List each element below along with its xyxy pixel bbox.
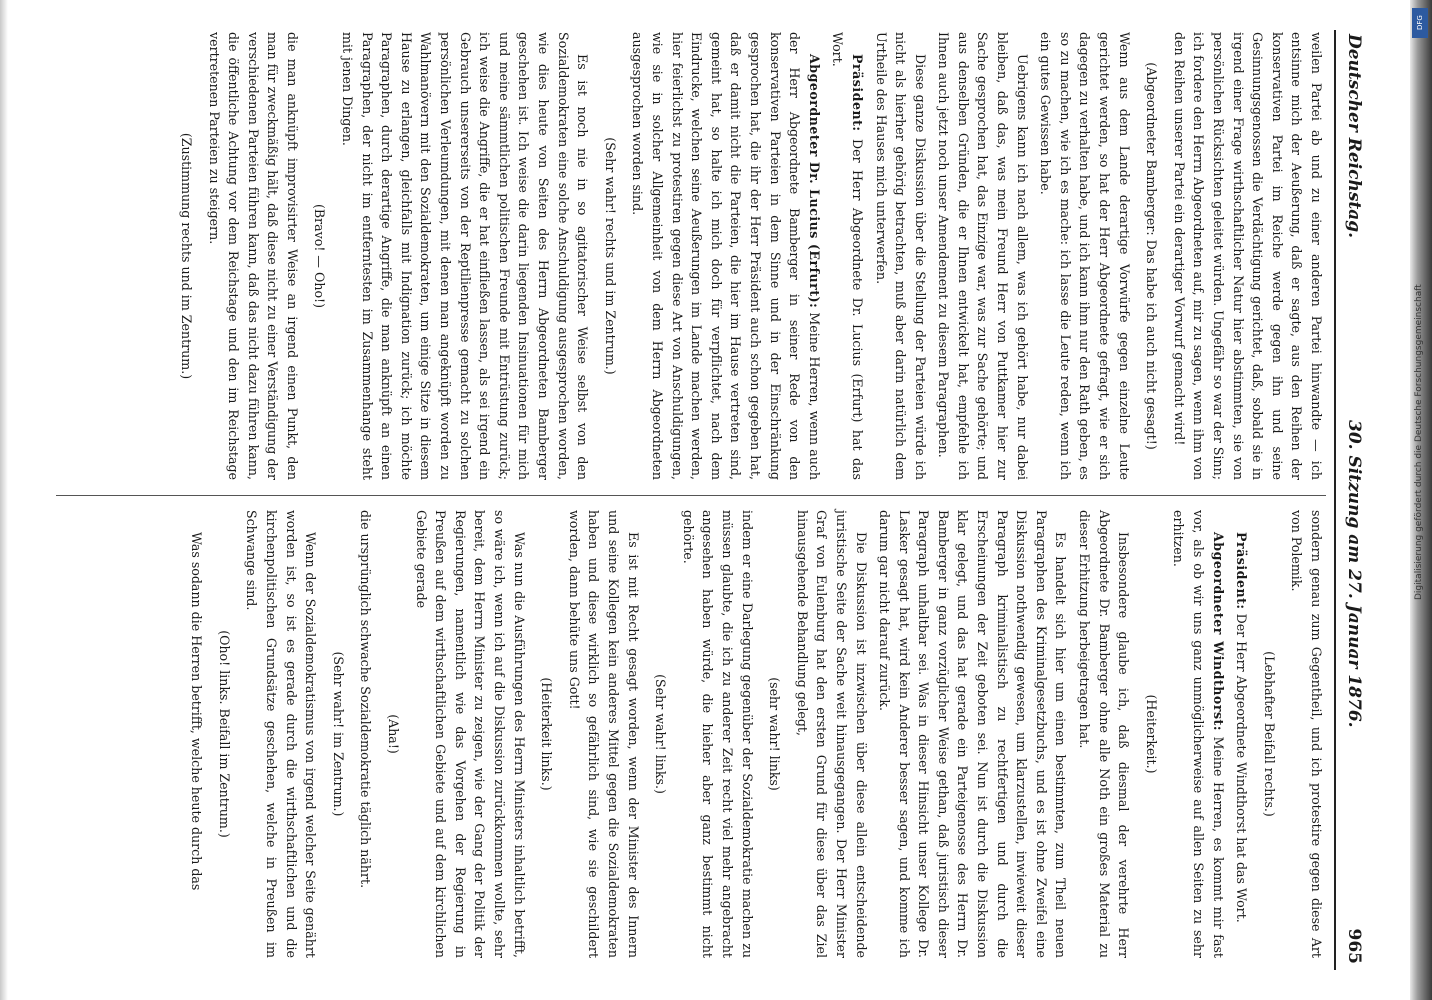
body-paragraph: Was nun die Ausführungen des Herrn Ministers inhaltlich betrifft, so wäre ich, wenn ich auf die Diskussion zurückkommen wollte, sehr bereit, dem Herrn Minister zu zeigen, wie der Gang der Politik der Regierungen, namentlich wie das Vorgehen der Regierung in Preußen auf dem wirthschaftlichen Gebiete und auf dem kirchlichen Gebiete gerade [413,510,527,958]
interjection: (Lebhafter Beifall rechts.) [1261,651,1277,817]
dfg-logo: DFG [1412,8,1428,38]
body-paragraph: indem er eine Darlegung gegenüber der Sozialdemokratie machen zu müssen glaubte, die ich zu anderer Zeit recht viel mehr angebracht angesehen haben würde, die hieher aber ganz bestimmt nicht gehörte. [680,510,755,958]
body-paragraph: Wenn der Sozialdemokratismus von irgend welcher Seite genährt worden ist, so ist es gerade durch die wirthschaftlichen und die kirchenpolitischen Grundsätze geschehen, welche in Preußen im Schwange sind. [244,510,319,958]
body-paragraph: die ursprünglich schwache Sozialdemokratie täglich nährt. [358,510,374,889]
interjection: (Sehr wahr! im Zentrum.) [330,651,346,817]
speech-paragraph [828,32,867,480]
body-paragraph: sondern genau zum Gegentheil, und ich protestire gegen diese Art von Polemik. [1289,510,1324,958]
speech-text: Meine Herren, es kommt mir fast vor, als ob wir uns ganz unmöglicherweise auf allen Seiten zu sehr erhitzen. [1171,510,1226,958]
speaker-name: Präsident: [849,54,865,132]
digitization-note: Digitalisierung gefördert durch die Deutsche Forschungsgemeinschaft [1414,284,1424,600]
interjection: (Sehr wahr! links.) [653,674,669,794]
interjection: (Bravo! — Oho!) [312,203,328,309]
body-paragraph: Was sodann die Herren betrifft, welche heute durch das [189,532,205,891]
body-paragraph: Diese ganze Diskussion über die Stellung der Parteien würde ich nicht als hierher gehörig betrachten, muß aber darin natürlich dem Urtheile des Hauses mich unterwerfen. [873,32,928,480]
interjection: (Oho! links. Beifall im Zentrum.) [216,630,232,838]
body-paragraph: Wenn aus dem Lande derartige Vorwürfe gegen einzelne Leute gerichtet werden, so hat der Herr Abgeordnete gefragt, wie er sich dagegen zu verhalten habe, und ich kann ihm nur den Rath geben, es so zu machen, wie ich es mache: ich lasse die Leute reden, wenn ich ein gutes Gewissen habe. [1038,32,1132,480]
column-divider [56,495,1326,496]
speaker-name: Abgeordneter Dr. Lucius (Erfurt): [806,54,822,309]
interjection: (Aha!) [386,714,402,754]
speech-text: Meine Herren, wenn auch der Herr Abgeordnete Bamberger in seiner Rede von den konservativen Parteien in dem Sinne und in der Einschränkung gesprochen hat, die ihr der Herr Präsident auch schon gegeben hat, daß er damit nicht die Parteien, die hier im Hause vertreten sind, gemeint hat, so halte ich mich doch für verpflichtet, nach dem Eindrucke, welchen seine Aeußerungen im Lande machen werden, hier feierlichst zu protestiren gegen diese Art von Anschuldigungen, wie sie in solcher Allgemeinheit von dem Herrn Abgeordneten ausgesprochen worden sind. [630,32,822,481]
speech-text: Der Herr Abgeordnete Windthorst hat das Wort. [1234,609,1250,923]
interjection: (Heiterkeit links.) [539,677,555,791]
rotated-page [30,30,1370,970]
speech-paragraph [628,32,824,480]
body-paragraph: Die Diskussion ist inzwischen über diese allein entscheidende juristische Seite der Sache weit hinausgegangen. Der Herr Minister Graf von Eulenburg hat den ersten Grund für diese über das Ziel hinausgehende Behandlung gelegt, [794,510,869,958]
body-paragraph: Es ist noch nie in so agitatorischer Weise selbst von den Sozialdemokraten eine solche Anschuldigung ausgesprochen worden, wie dies heute von Seiten des Herrn Abgeordneten Bamberger geschehen ist. Ich weise die darin liegenden Insinuationen für mich und meine sämmtlichen politischen Freunde mit Entrüstung zurück; ich weise die Angriffe, die er hat einfließen lassen, als sei irgend ein Gebrauch unsererseits von der Reptilienpresse gemacht zu solchen persönlichen Verleumdungen, mit denen man angeknüpft worden zu Wahlmanövern mit den Sozialdemokraten, um einige Sitze in diesem Hause zu erlangen, gleichfalls mit Indignation zurück; ich möchte Paragraphen, durch derartige Angriffe, die man anknüpft an einen Paragraphen, der nicht im entferntesten im Zusammenhange steht mit jenen Dingen. [340,32,591,480]
speaker-name: Abgeordneter Windthorst: [1210,532,1226,732]
body-paragraph: die man anknüpft improvisirter Weise an irgend einen Punkt, den man für zweckmäßig hält, daß diese nicht zu einer Verständigung der verschiedenen Parteien führen kann, daß das nicht dazu führen kann, die öffentliche Achtung vor dem Reichstage und den im Reichstage vertretenen Parteien zu steigern. [206,32,300,480]
session-title: 30. Sitzung am 27. Januar 1876. [1344,420,1364,728]
body-paragraph: weilen Partei ab und zu einer anderen Partei hinwandte — ich entsinne mich der Aeußerung, daß er sagte, aus den Reihen der konservativen Partei im Reiche werde gegen ihn und seine Gesinnungsgenossen die Verdächtigung gerichtet, daß, sobald sie in irgend einer Frage wirthschaftlicher Natur hier abstimmten, sie von persönlichen Rücksichten geleitet würden. Ungefähr so war der Sinn; ich fordere den Herrn Abgeordneten auf, mir zu sagen, wenn ihm von den Reihen unserer Partei ein derartiger Vorwurf gemacht wird! [1171,32,1324,480]
scan-edge-left [0,0,8,1000]
page-header [1336,30,1370,970]
interjection: (Heiterkeit.) [1143,694,1159,774]
body-paragraph: Es ist mit Recht gesagt worden, wenn der Minister des Innern und seine Kollegen kein anderes Mittel gegen die Sozialdemokraten haben und diese wirklich so gefährlich sind, wie sie geschildert worden, dann behüte uns Gott! [566,510,641,958]
interjection: (sehr wahr! links) [767,677,783,791]
speech-paragraph [1232,510,1252,958]
speech-paragraph [1169,510,1228,958]
interjection: (Abgeordneter Bamberger: Das habe ich auch nicht gesagt!) [1144,62,1160,450]
interjection: (Zustimmung rechts und im Zentrum.) [178,132,194,380]
speaker-name: Präsident: [1234,532,1250,610]
column-left [36,32,1326,480]
interjection: (Sehr wahr! rechts und im Zentrum.) [602,137,618,375]
body-paragraph: Insbesondere glaube ich, daß diesmal der verehrte Herr Abgeordnete Dr. Bamberger ohne alle Noth ein großes Material zu dieser Erhitzung herbeigetragen hat. [1077,510,1132,958]
header-rule [1334,30,1336,970]
publication-title: Deutscher Reichstag. [1344,34,1364,239]
column-right [36,510,1326,958]
body-paragraph: Es handelt sich hier um einen bestimmten, zum Theil neuen Paragraphen des Kriminalgesetzbuchs, und es ist ohne Zweifel eine Diskussion nothwendig gewesen, um klarzustellen, inwieweit dieser Paragraph kriminalistisch zu rechtfertigen und durch die Erscheinungen der Zeit geboten sei. Nun ist durch die Diskussion klar gelegt, und das hat gerade ein Parteigenosse des Herrn Dr. Bamberger in ganz vorzüglicher Weise gethan, daß juristisch dieser Paragraph unhaltbar sei. Was in dieser Hinsicht unser Kollege Dr. Lasker gesagt hat, wird kein Anderer besser sagen, und komme ich darum gar nicht darauf zurück. [877,510,1069,958]
body-paragraph: Uebrigens kann ich nach allem, was ich gehört habe, nur dabei bleiben, daß das, was mein Freund Herr von Puttkamer hier zur Sache gesprochen hat, das Einzige war, was zur Sache gehörte; und aus denselben Gründen, die er Ihnen entwickelt hat, empfehle ich Ihnen auch jetzt noch unser Amendement zu diesem Paragraphen. [936,32,1030,480]
page-number: 965 [1344,928,1364,964]
speech-text: Der Herr Abgeordnete Dr. Lucius (Erfurt) hat das Wort. [830,32,865,480]
